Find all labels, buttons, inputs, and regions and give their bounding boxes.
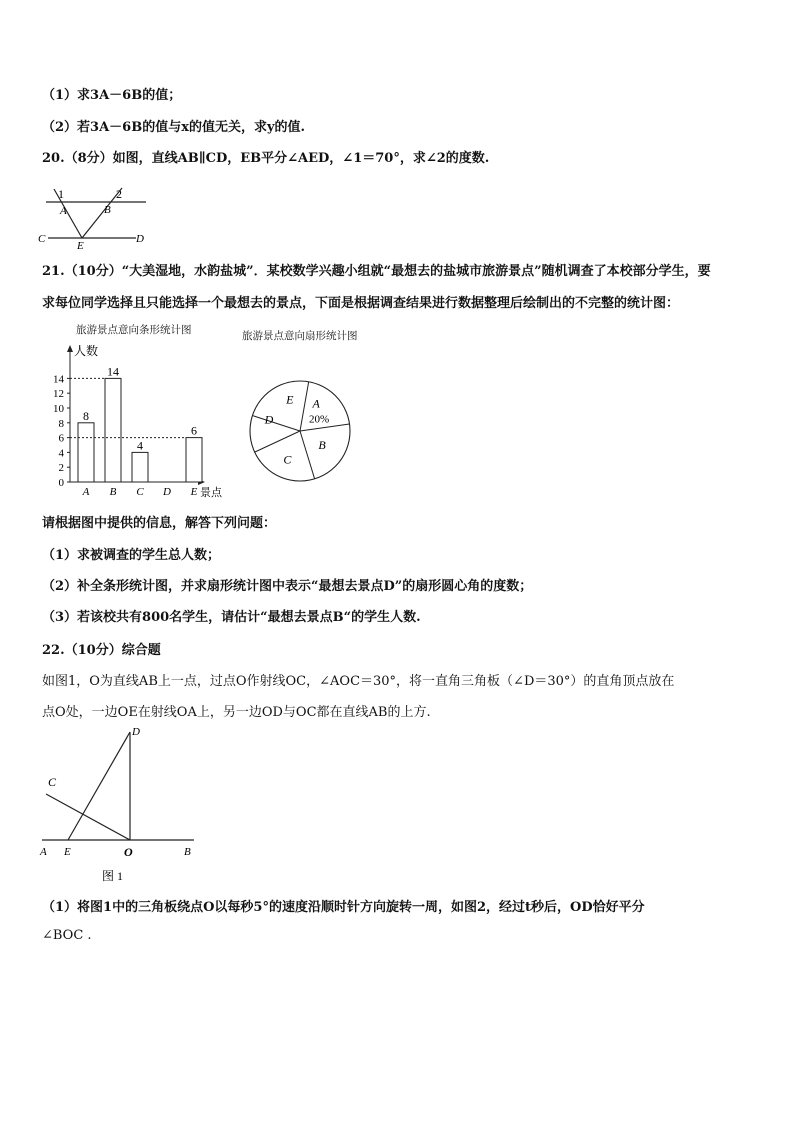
slice-label: E — [286, 392, 294, 407]
q22-line2: 点O处，一边OE在射线OA上，另一边OD与OC都在直线AB的上方. — [42, 705, 431, 720]
y-tick-label: 4 — [58, 447, 64, 460]
bar — [105, 378, 121, 482]
data-label: 8 — [83, 408, 89, 423]
segment-ed — [68, 732, 130, 840]
point-d-label: D — [132, 726, 140, 738]
pie-chart-title: 旅游景点意向扇形统计图 — [242, 330, 358, 342]
y-axis-label: 人数 — [74, 344, 99, 358]
bar — [186, 438, 202, 482]
point-b-label: B — [104, 204, 111, 216]
bar — [132, 452, 148, 482]
x-tick-label: B — [109, 486, 117, 498]
q21-part3: （3）若该校共有800名学生，请估计“最想去景点B“的学生人数. — [42, 610, 421, 625]
slice-label: A — [312, 396, 320, 411]
x-axis-label: 景点 — [200, 487, 222, 499]
data-label: 4 — [137, 438, 143, 453]
q21-intro: 请根据图中提供的信息，解答下列问题： — [42, 516, 277, 531]
ray-oc — [46, 794, 130, 840]
point-e-label: E — [64, 846, 71, 858]
slice-label: D — [264, 412, 274, 427]
bar-chart-title: 旅游景点意向条形统计图 — [76, 324, 192, 336]
point-c-label: C — [48, 775, 57, 789]
q21-line1: 21.（10分）“大美湿地，水韵盐城”．某校数学兴趣小组就“最想去的盐城市旅游景点”随机调查了本校部分学生，要 — [42, 264, 711, 279]
data-label: 14 — [107, 364, 119, 379]
angle-2-label: 2 — [116, 187, 122, 201]
y-tick-label: 14 — [53, 373, 64, 386]
q22-part1-line1: （1）将图1中的三角板绕点O以每秒5°的速度沿顺时针方向旋转一周，如图2，经过t秒后，OD恰好平分 — [42, 900, 645, 915]
x-tick-label: C — [136, 486, 144, 498]
q19-part2: （2）若3A－6B的值与x的值无关，求y的值. — [42, 120, 306, 135]
y-tick-label: 0 — [58, 477, 64, 489]
pie-chart — [240, 372, 360, 492]
y-tick-label: 10 — [53, 403, 64, 415]
q20-text: 20.（8分）如图，直线AB∥CD，EB平分∠AED，∠1＝70°，求∠2的度数. — [42, 151, 490, 166]
point-e-label: E — [77, 240, 84, 250]
y-tick-label: 8 — [58, 417, 64, 430]
y-tick-label: 12 — [53, 388, 64, 401]
slice-label: C — [283, 452, 292, 467]
angle-1-label: 1 — [58, 187, 64, 201]
x-tick-label: A — [82, 486, 90, 498]
q21-part2: （2）补全条形统计图，并求扇形统计图中表示“最想去景点D”的扇形圆心角的度数； — [42, 579, 533, 594]
q22-part1-line2: ∠BOC . — [42, 928, 92, 943]
point-a-label: A — [60, 205, 67, 217]
bar-chart — [40, 340, 240, 502]
point-o-label: O — [124, 845, 133, 859]
y-axis-arrow — [67, 345, 73, 352]
slice-label: B — [318, 437, 326, 452]
point-d-label: D — [136, 233, 144, 245]
q21-line2: 求每位同学选择且只能选择一个最想去的景点，下面是根据调查结果进行数据整理后绘制出的不完整的统计图： — [42, 296, 680, 311]
x-tick-label: E — [190, 486, 198, 498]
y-tick-label: 6 — [58, 432, 64, 445]
figure-caption: 图 1 — [102, 869, 124, 883]
slice-percent-label: 20% — [309, 413, 330, 426]
q21-part1: （1）求被调查的学生总人数； — [42, 548, 221, 563]
bar — [78, 423, 94, 482]
data-label: 6 — [191, 423, 197, 438]
q22-line1: 如图1，O为直线AB上一点，过点O作射线OC，∠AOC＝30°，将一直角三角板（∠D＝30°）的直角顶点放在 — [42, 674, 675, 689]
q20-figure — [36, 184, 156, 250]
point-c-label: C — [38, 233, 46, 245]
point-b-label: B — [184, 846, 191, 858]
point-a-label: A — [40, 846, 47, 858]
q22-figure — [36, 722, 206, 884]
y-tick-label: 2 — [58, 462, 64, 475]
q19-part1: （1）求3A－6B的值； — [42, 88, 182, 103]
q22-title: 22.（10分）综合题 — [42, 643, 161, 658]
x-tick-label: D — [163, 486, 171, 498]
